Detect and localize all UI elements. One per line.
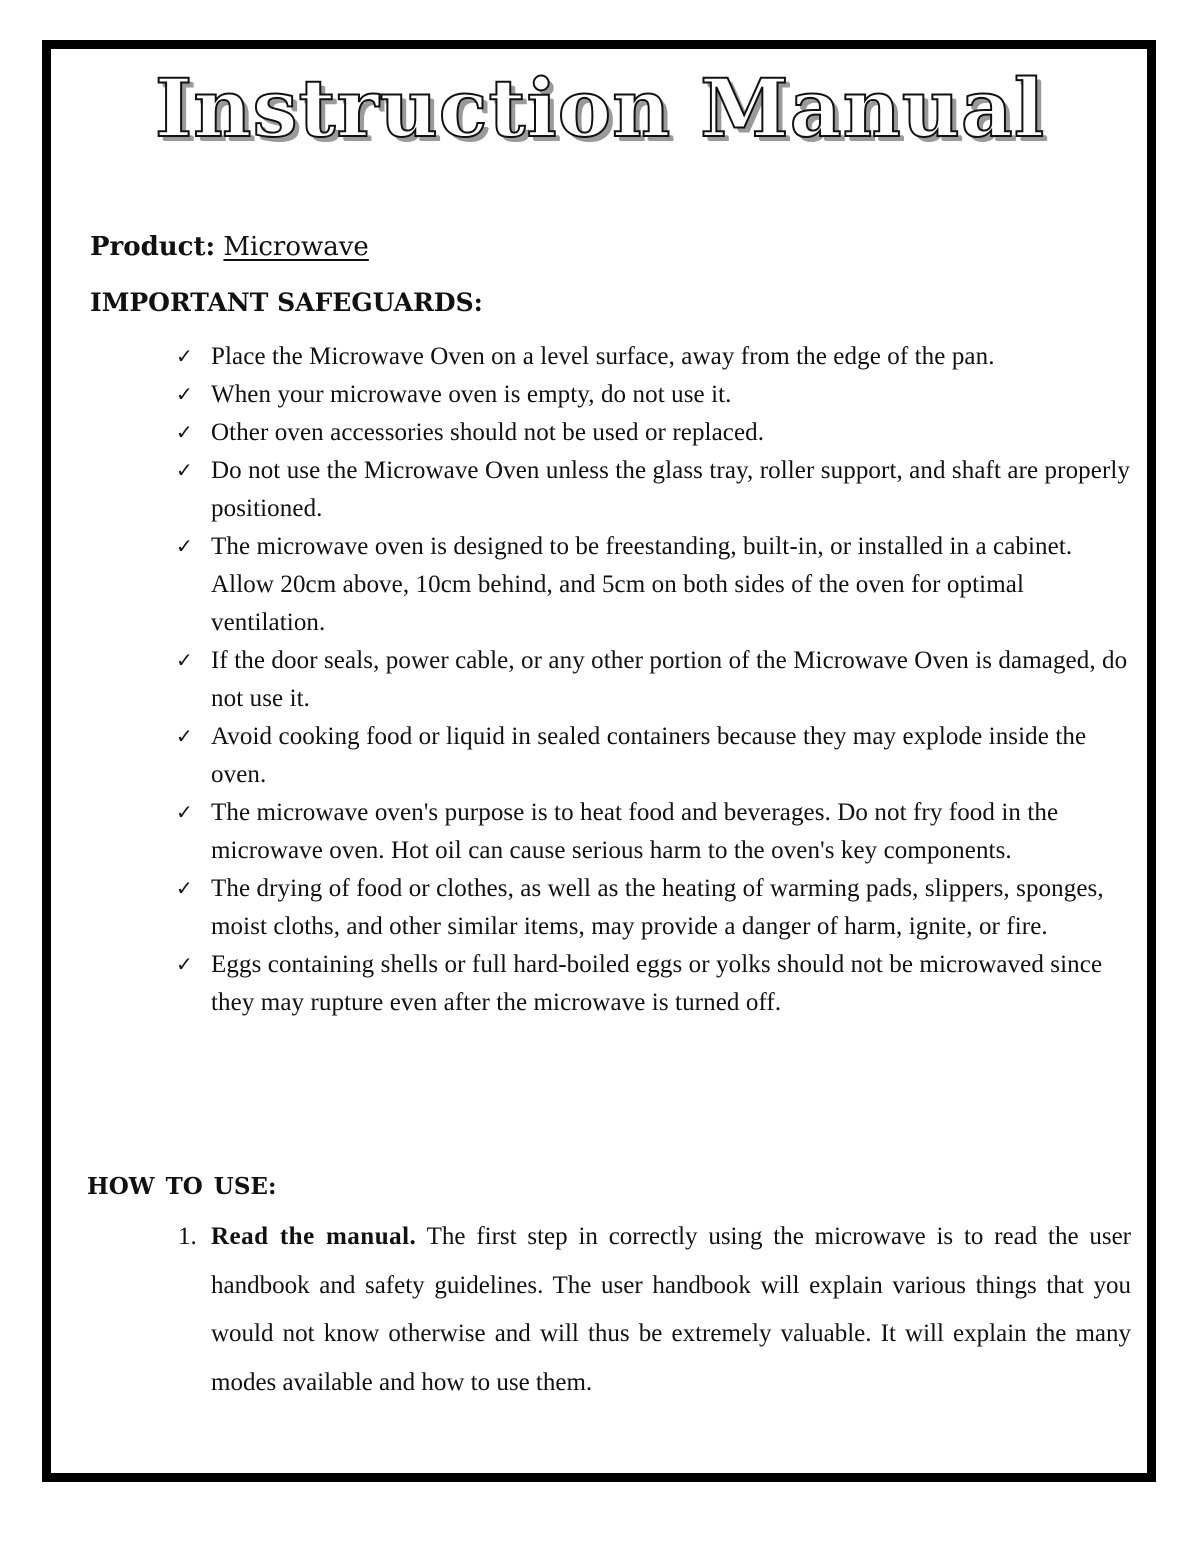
safeguard-item (176, 642, 1136, 718)
safeguard-text: Other oven accessories should not be used or replaced. (211, 419, 765, 446)
safeguard-text: Do not use the Microwave Oven unless the glass tray, roller support, and shaft are properly positioned. (211, 457, 1131, 522)
safeguard-text: The drying of food or clothes, as well as the heating of warming pads, slippers, sponges, moist cloths, and other similar items, may provide a danger of harm, ignite, or fire. (211, 875, 1104, 940)
how-to-use-list (176, 1213, 1131, 1407)
safeguard-text: Avoid cooking food or liquid in sealed containers because they may explode inside the oven. (211, 723, 1087, 788)
step-lead: Read the manual. (211, 1223, 417, 1250)
product-line (90, 229, 369, 265)
safeguard-item (176, 376, 1136, 414)
checkmark-icon: ✓ (176, 724, 193, 748)
checkmark-icon: ✓ (176, 534, 193, 558)
checkmark-icon: ✓ (176, 876, 193, 900)
safeguard-item (176, 718, 1136, 794)
safeguard-text: The microwave oven's purpose is to heat food and beverages. Do not fry food in the microwave oven. Hot oil can cause serious harm to the oven's key components. (211, 799, 1059, 864)
safeguard-item (176, 794, 1136, 870)
safeguards-heading: IMPORTANT SAFEGUARDS: (90, 288, 483, 317)
safeguards-list (176, 338, 1136, 1022)
safeguard-text: Place the Microwave Oven on a level surface, away from the edge of the pan. (211, 343, 995, 370)
checkmark-icon: ✓ (176, 344, 193, 368)
checkmark-icon: ✓ (176, 648, 193, 672)
safeguard-item (176, 528, 1136, 642)
checkmark-icon: ✓ (176, 800, 193, 824)
safeguard-item (176, 452, 1136, 528)
checkmark-icon: ✓ (176, 952, 193, 976)
safeguard-item (176, 946, 1136, 1022)
safeguard-item (176, 870, 1136, 946)
safeguard-text: Eggs containing shells or full hard-boiled eggs or yolks should not be microwaved since they may rupture even after the microwave is turned off. (211, 951, 1103, 1016)
step-number: 1. (178, 1223, 197, 1250)
checkmark-icon: ✓ (176, 458, 193, 482)
safeguard-text: When your microwave oven is empty, do not use it. (211, 381, 732, 408)
step-text: The first step in correctly using the microwave is to read the user handbook and safety guidelines. The user handbook will explain various things that you would not know otherwise and will thus be extremely valuable. It will explain the many modes available and how to use them. (211, 1223, 1131, 1396)
product-value: Microwave (223, 232, 369, 262)
safeguard-text: If the door seals, power cable, or any other portion of the Microwave Oven is damaged, do not use it. (211, 647, 1128, 712)
how-to-step (176, 1213, 1131, 1407)
product-label: Product: (90, 232, 216, 262)
safeguard-item (176, 338, 1136, 376)
safeguard-item (176, 414, 1136, 452)
checkmark-icon: ✓ (176, 382, 193, 406)
checkmark-icon: ✓ (176, 420, 193, 444)
document-title: Instruction Manual (154, 61, 1046, 155)
safeguard-text: The microwave oven is designed to be freestanding, built-in, or installed in a cabinet. Allow 20cm above, 10cm behind, and 5cm on both sides of the oven for optimal ventilation. (211, 533, 1073, 636)
how-to-use-heading: HOW TO USE: (87, 1173, 277, 1200)
